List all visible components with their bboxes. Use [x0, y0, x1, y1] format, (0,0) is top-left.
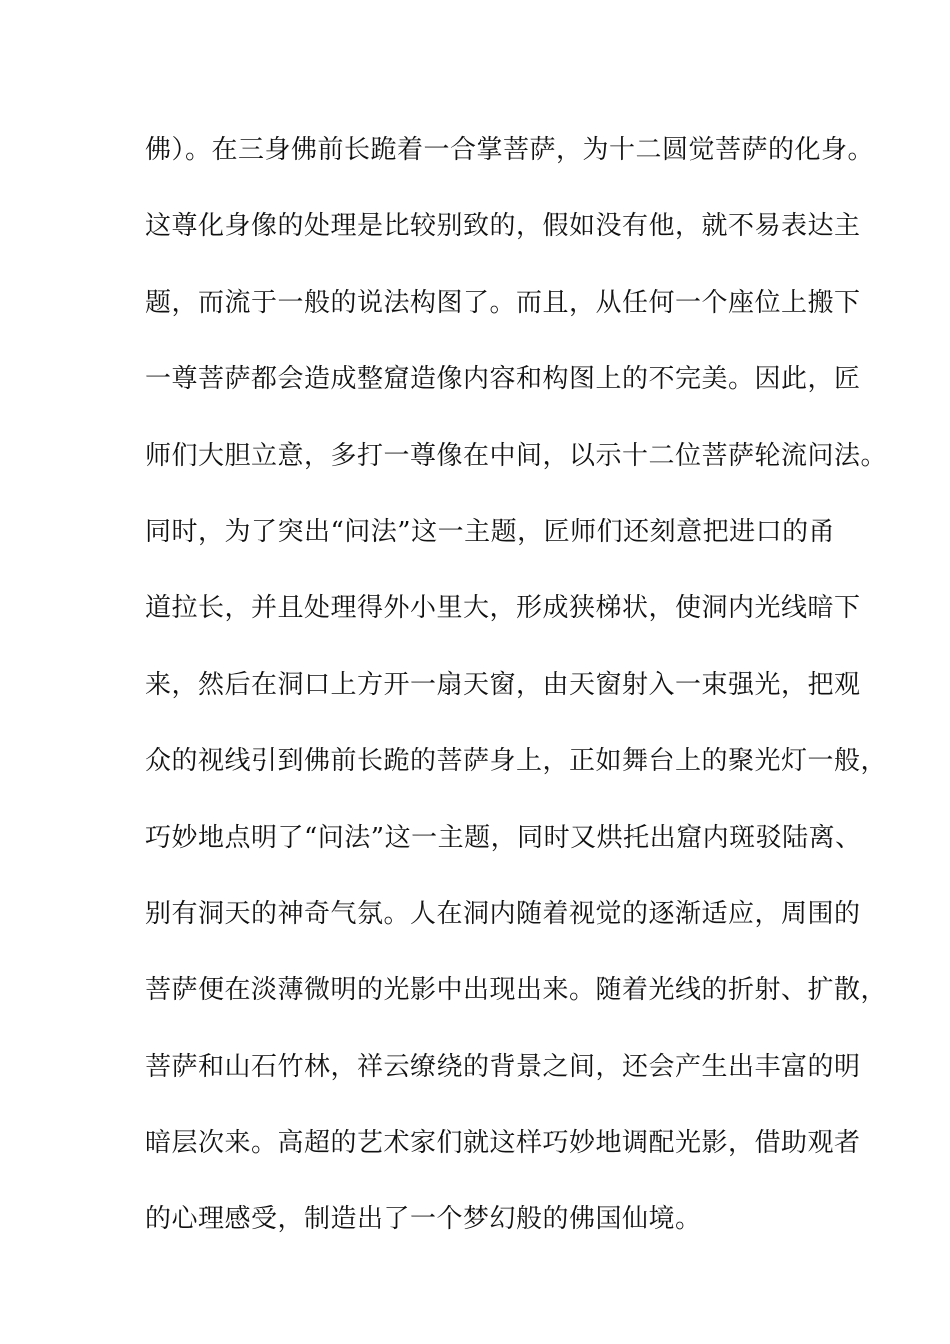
- text-line: 题，而流于一般的说法构图了。而且，从任何一个座位上搬下: [145, 287, 861, 318]
- text-line: 这尊化身像的处理是比较别致的，假如没有他，就不易表达主: [145, 211, 861, 242]
- text-line: 菩萨和山石竹林，祥云缭绕的背景之间，还会产生出丰富的明: [145, 1051, 861, 1082]
- text-line: 的心理感受，制造出了一个梦幻般的佛国仙境。: [145, 1204, 702, 1235]
- text-line: 菩萨便在淡薄微明的光影中出现出来。随着光线的折射、扩散，: [145, 975, 888, 1006]
- text-line: 巧妙地点明了“问法”这一主题，同时又烘托出窟内斑驳陆离、: [145, 822, 862, 853]
- text-line: 佛）。在三身佛前长跪着一合掌菩萨，为十二圆觉菩萨的化身。: [145, 135, 875, 165]
- text-line: 暗层次来。高超的艺术家们就这样巧妙地调配光影，借助观者: [145, 1128, 861, 1159]
- text-line: 来，然后在洞口上方开一扇天窗，由天窗射入一束强光，把观: [145, 669, 861, 700]
- text-line: 别有洞天的神奇气氛。人在洞内随着视觉的逐渐适应，周围的: [145, 898, 861, 929]
- text-line: 道拉长，并且处理得外小里大，形成狭梯状，使洞内光线暗下: [145, 593, 861, 624]
- text-line: 一尊菩萨都会造成整窟造像内容和构图上的不完美。因此，匠: [145, 364, 861, 395]
- text-line: 师们大胆立意，多打一尊像在中间，以示十二位菩萨轮流问法。: [145, 440, 888, 471]
- text-line: 同时，为了突出“问法”这一主题，匠师们还刻意把进口的甬: [145, 516, 836, 547]
- text-line: 众的视线引到佛前长跪的菩萨身上，正如舞台上的聚光灯一般，: [145, 746, 888, 777]
- body-paragraph: [145, 128, 888, 1274]
